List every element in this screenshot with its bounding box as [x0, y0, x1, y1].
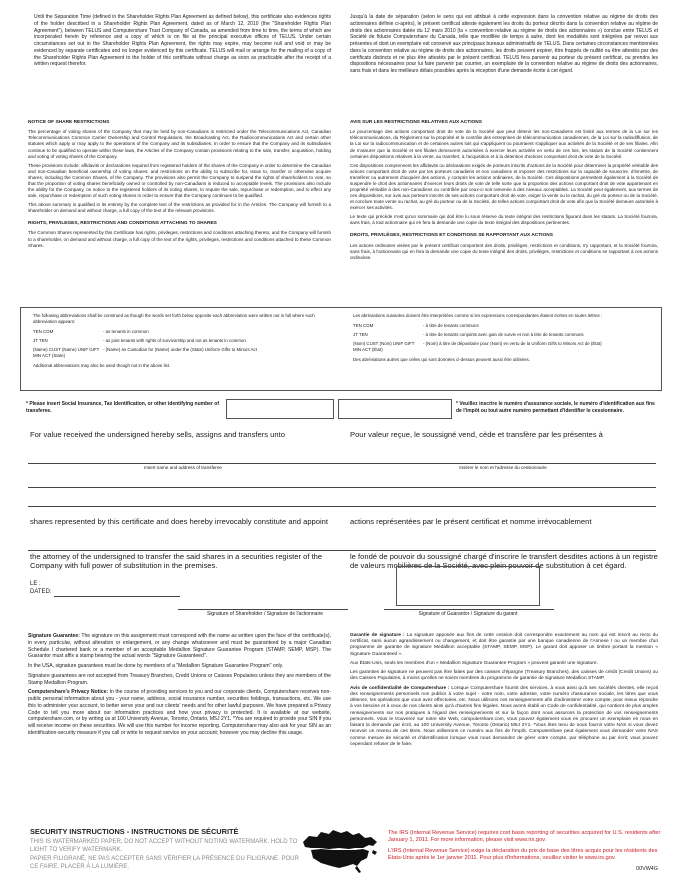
shareholder-signature-caption: Signature of Shareholder / Signature de l'actionnaire [206, 611, 324, 617]
guarantor-signature-line[interactable] [384, 609, 554, 610]
date-line[interactable] [54, 596, 180, 597]
guarantor-stamp-box[interactable] [396, 566, 540, 606]
abbreviations-en [33, 313, 328, 371]
abbrev-item [33, 329, 328, 335]
guarantee-label-fr: Garantie de signature : [350, 633, 405, 638]
abbrev-key: (Nom) CUST (Nom) UNIF GIFT MIN ACT (État) [353, 340, 415, 352]
abbrev-intro-fr: Les abréviations suivantes doivent être interprétées comme si les expressions correspondantes étaient écrites en toutes lettres : [353, 313, 603, 318]
guarantee-fr [350, 633, 658, 751]
abbreviations-box [20, 307, 662, 391]
restrictions-heading-en: NOTICE OF SHARE RESTRICTIONS [28, 120, 110, 125]
rights-heading-en: RIGHTS, PRIVILEGES, RESTRICTIONS AND CONDITIONS ATTACHING TO SHARES [28, 221, 217, 227]
restrictions-p1-en: The percentage of voting shares of the Company that may be held by non-Canadians is restricted under the Telecommunications Act, Canadian Telecommunications Common Carrier Ownership and Control Regulations, the Broadcasting Act, the Radiocommunications Act and certain other statutes which apply or may apply to the operations of the Company and its subsidiaries. In order to ensure that the Company and its subsidiaries continue to be qualified to operate within these laws, the Articles of the Company contain provisions relating to the sale, transfer, acquisition, holding and voting of voting shares of the Company. [28, 129, 331, 159]
restrictions-p3-en: This above summary is qualified in its entirety by the complete text of the restrictions as provided for in the Articles. The Company will furnish to a shareholder on demand and without charge, a full copy of the text of the relevant provisions. [28, 202, 331, 214]
rights-text-fr: Les actions ordinaires visées par le présent certificat comportent des droits, privilèges, restrictions et conditions, s'y rapportant, et la Société fournira, sans frais, à l'actionnaire qui en fera la demande une copie du texte intégral des droits, privilèges, restrictions et conditions se rapportant à ces actions ordinaires. [350, 242, 658, 260]
abbrev-key: JT TEN [353, 331, 368, 337]
guarantee-p1-en: The signature on this assignment must correspond with the name as written upon the face of the certificate(s), in every particular, without alteration or enlargement, or any change whatsoever and must be guaranteed by a major Canadian Schedule I chartered bank or a member of an acceptable Medallion Signature Guarantee Program (STAMP, SEMP, MSP). The Guarantor must affix a stamp bearing the actual words "Signature Guaranteed". [28, 633, 331, 660]
abbrev-key: TEN COM [33, 328, 54, 334]
shares-text-en: shares represented by this certificate and does hereby irrevocably constitute and appoint [30, 517, 329, 526]
guarantor-signature-caption: Signature of Guarantor / Signature du garant [418, 611, 518, 617]
privacy-text-en: In the course of providing services to you and our corporate clients, Computershare receives non-public personal information about you - your name, address, social insurance number, securities holdings, transactions, etc. We use this to administer your account, to better serve your and our clients' needs and for other lawful purposes. We have prepared a Privacy Code to tell you more about our information practices and how your privacy is protected. It is available at our website, computershare.com, or by writing us at 100 University Avenue, Toronto, Ontario, M5J 2Y1. *You are required to provide your SIN if you will receive income on these securities. We will use this number for income reporting. Computershare may also ask for your SIN as an identification-security measure if you call or write to request service on your account; however you may decline this usage. [28, 689, 331, 736]
restrictions-p3-fr: Le texte qui précède n'est qu'un sommaire qui doit être lu sous réserve du texte intégral des restrictions figurant dans les statuts. La Société fournira, sans frais, à tout actionnaire qui en fera la demande une copie du texte intégral des dispositions pertinentes. [350, 214, 658, 226]
sin-input-box-fr[interactable] [338, 399, 452, 419]
guarantee-p1-fr: La signature apposée aux fins de cette cession doit correspondre exactement au nom qui est inscrit au recto du certificat, sans aucun agrandissement ou changement, et doit être garantie par une banque canadienne de l'Annexe I ou un membre d'un programme de garantie de signature Medallion acceptable (STAMP, SEMP, MSP). Le garant doit apposer un timbre portant la mention « Signature Guaranteed ». [350, 633, 658, 657]
abbrev-item [353, 323, 648, 329]
abbreviations-fr [353, 313, 648, 365]
transfer-value-fr: Pour valeur reçue, le soussigné vend, cède et transfère par les présentes à [350, 430, 603, 439]
abbrev-item [353, 332, 648, 338]
abbrev-value: - à titre de tenants conjoints avec gain de survie et non à titre de tenants communs [423, 331, 584, 337]
restrictions-heading-fr: AVIS SUR LES RESTRICTIONS RELATIVES AUX ACTIONS [350, 120, 482, 125]
restrictions-fr [350, 113, 658, 264]
shareholder-signature-line[interactable] [178, 609, 348, 610]
intro-fr: Jusqu'à la date de séparation (selon le sens qui est attribué à cette expression dans la convention relative au régime de droits des actionnaires définie ci-après), le présent certificat atteste également les droits du porteur décrits dans la convention relative au régime de droits des actionnaires datée du 12 mars 2010 (la « convention relative au régime de droits des actionnaires ») conclue entre TELUS et Société de fiducie Computershare du Canada, telle que modifiée de temps à autre, dont les modalités sont intégrées par renvoi aux présentes et dont un exemplaire est conservé aux principaux bureaux administratifs de TELUS. Dans certaines circonstances mentionnées dans la convention relative au régime de droits des actionnaires, les droits peuvent expirer, être frappés de nullité ou être attestés par des certificats distincts et ne plus être attestés par le présent certificat. TELUS fera parvenir au porteur du présent certificat, ou prendra les dispositions nécessaires pour lui faire parvenir par courrier, un exemplaire de la convention relative au régime de droits des actionnaires, sans frais et dans les meilleurs délais possibles après la réception d'une demande écrite à cet égard. [350, 14, 658, 74]
attorney-text-fr: le fondé de pouvoir du soussigné chargé d'inscrire le transfert desdites actions à un registre de valeurs mobilières de la Société, avec plein pouvoir de substitution à cet égard. [350, 552, 658, 571]
abbrev-item [33, 347, 328, 359]
attorney-text-en: the attorney of the undersigned to transfer the said shares in a securities register of the Company with full power of substitution in the premises. [30, 552, 323, 571]
abbrev-key: JT TEN [33, 337, 48, 343]
guarantee-p2-en: In the USA, signature guarantees must be done by members of a "Medallion Signature Guarantee Program" only. [28, 663, 284, 670]
guarantee-p3-en: Signature guarantees are not accepted from Treasury Branches, Credit Unions or Caisses Populaires unless they are members of the Stamp Medallion Program. [28, 672, 331, 686]
guarantee-label-en: Signature Guarantee: [28, 633, 80, 639]
abbrev-value: - (Nom) à titre de dépositaire pour (Nom) en vertu de la Uniform Gifts to Minors Act de (État) [423, 340, 602, 346]
rights-text-en: The Common Shares represented by this Certificate has rights, privileges, restrictions and conditions attaching thereto, and the Company will furnish to a shareholder, on demand and without charge, a full copy of the text of the rights, privileges, restrictions and conditions attached to these Common Shares. [28, 230, 331, 248]
security-instructions [30, 827, 300, 871]
le-label: LE : [30, 581, 41, 587]
abbrev-footer-en: Additional abbreviations may also be used though not in the above list. [33, 362, 171, 368]
security-text-fr: PAPIER FILIGRANÉ, NE PAS ACCEPTER SANS VÉRIFIER LA PRÉSENCE DU FILIGRANE. POUR CE FAIRE, PLACER À LA LUMIÈRE. [30, 856, 299, 870]
form-code: 00VW4G [636, 866, 658, 872]
north-america-map-icon [299, 828, 383, 874]
insert-sin-note-fr: * Veuillez inscrire le numéro d'assurance sociale, le numéro d'identification aux fins de l'impôt ou tout autre numéro permettant d'identifier le cessionnaire. [456, 401, 655, 414]
guarantee-en [28, 633, 331, 740]
abbrev-value: - as tenants in common [103, 328, 149, 334]
privacy-label-en: Computershare's Privacy Notice: [28, 689, 109, 696]
rights-plan-notice-fr [350, 14, 658, 78]
transfer-value-en: For value received the undersigned hereby sells, assigns and transfers unto [30, 430, 285, 439]
dated-label: DATED: [30, 589, 52, 595]
irs-text-fr: L'IRS (Internal Revenue Service) exige la déclaration du prix de base des titres acquis pour les résidents des États-Unis après le 1er janvier 2011. Pour plus d'informations, veuillez visiter le www.irs.gov. [388, 847, 658, 861]
privacy-text-fr: Lorsque Computershare fournit des services, à vous ainsi qu'à ses sociétés clientes, elle reçoit des renseignements personnels non publics à votre sujet - votre nom, votre adresse, votre numéro d'assurance sociale, les titres que vous détenez, les opérations que vous avez effectuées, etc. Nous utilisons ces renseignements afin d'administrer votre compte, pour mieux répondre à vos besoins et à ceux de nos clients ainsi qu'à d'autres fins légales. Nous avons établi un Code de confidentialité, qui contient de plus amples renseignements sur nos pratiques à l'égard des renseignements et sur la façon dont nous assurons la protection de vos renseignements personnels. Vous le trouverez sur notre site Web, computershare.com, vous pouvez également vous en procurer un exemplaire en nous en faisant la demande par écrit, au 100 University Avenue, Toronto (Ontario) M5J 2Y1. *Vous êtes tenu de nous fournir votre NAS si vous devez recevoir un revenu de ces titres. Nous utiliserons ce numéro aux fins de l'impôt. Computershare peut également vous demander votre NAS comme mesure de sécurité et d'identification lorsque vous nous demandez de gérer votre compte, par téléphone ou par écrit; vous pouvez cependant refuser de le faire. [350, 685, 658, 747]
abbrev-intro-en: The following abbreviations shall be construed as though the words set forth below opposite each abbreviation were written out in full where such abbreviation appears: [33, 313, 315, 324]
abbrev-item [353, 341, 648, 353]
security-text-en: THIS IS WATERMARKED PAPER, DO NOT ACCEPT WITHOUT NOTING WATERMARK. HOLD TO LIGHT TO VERIFY WATERMARK. [30, 839, 298, 853]
sin-input-box-en[interactable] [226, 399, 334, 419]
privacy-label-fr: Avis de confidentialité de Computershare : [350, 685, 450, 691]
intro-en: Until the Separation Time (defined in the Shareholder Rights Plan Agreement as defined below), this certificate also evidences rights of the holder described in a Shareholder Rights Plan Agreement, dated as of March 12, 2010 (the "Shareholder Rights Plan Agreement"), between TELUS and Computershare Trust Company of Canada, as amended from time to time, the terms of which are incorporated herein by reference and a copy of which is on file at the principal executive offices of TELUS. Under certain circumstances set out in the Shareholder Rights Plan Agreement, the rights may expire, may become null and void or may be evidenced by separate certificates and no longer evidenced by this certificate. TELUS will mail or arrange for the mailing of a copy of the Shareholder Rights Plan Agreement to the holder of this certificate without charge as soon as practicable after the receipt of a written request therefor. [34, 14, 331, 68]
restrictions-p2-fr: Ces dispositions comprennent les affidavits ou déclarations exigés de porteurs inscrits d'actions de la Société pour déterminer la propriété véritable des actions comportant droit de vote par les porteurs canadiens et non canadiens et imposer des restrictions sur la capacité de souscrire, d'émettre, de transférer ou autrement d'acquérir des actions, y compris les actions ordinaires, de la Société. Ces dispositions permettent également à la Société de suspendre le droit des actionnaires d'exercer leurs droits de vote de telle sorte que la proportion des actions comportant droit de vote appartenant en propriété véritable à des non-Canadiens ou contrôlée par ceux-ci soit ramenée à des niveaux acceptables. La Société peut également, aux termes de ces dispositions, sur avis aux porteurs inscrits de ses actions comportant droit de vote, exiger la vente ou le rachat, du gré du porteur ou de la Société, et conclure toute vente ou rachat, au gré du porteur ou de la Société, de telles actions comportant droit de vote afin que la Société demeure autorisée à exercer ses activités. [350, 162, 658, 211]
rights-heading-fr: DROITS, PRIVILÈGES, RESTRICTIONS ET CONDITIONS SE RAPPORTANT AUX ACTIONS [350, 233, 553, 239]
irs-notice [388, 830, 663, 862]
shares-text-fr: actions représentées par le présent certificat et nomme irrévocablement [350, 517, 592, 526]
transferee-line-2[interactable] [28, 487, 656, 488]
restrictions-en [28, 113, 331, 252]
abbrev-key: (Name) CUST (Name) UNIF GIFT MIN ACT (State) [33, 346, 100, 358]
security-heading: SECURITY INSTRUCTIONS - INSTRUCTIONS DE SÉCURITÉ [30, 827, 239, 836]
restrictions-p1-fr: Le pourcentage des actions comportant droit de vote de la Société que peut détenir les non-Canadiens est limité aux termes de la Loi sur les télécommunications, du Règlement sur la propriété et le contrôle des entreprises de télécommunication canadiennes, de la Loi sur la radiodiffusion, de la Loi sur la radiocommunication et de certaines autres lois qui s'appliquent ou pourraient s'appliquer aux activités de la Société et de ses filiales. Afin de s'assurer que la Société et ses filiales demeurent autorisées à exercer leurs activités en vertu de ces lois, les statuts de la Société contiennent certaines dispositions relatives à la vente, au transfert, à l'acquisition et à la détention d'actions comportant droit de vote de la Société. [350, 129, 658, 159]
abbrev-item [33, 338, 328, 344]
guarantee-p3-fr: Les garanties de signature ne peuvent pas être faites par des caisses d'épargne (Treasury Branches), des caisses de crédit (Credit Unions) ou des Caisses Populaires, à moins qu'elles ne soient membres du programme de garantie de signature Medallion STAMP. [350, 670, 658, 682]
restrictions-p2-en: These provisions include: affidavits or declarations required from registered holders of the shares of the Company in order to determine the Canadian and non-Canadian beneficial ownership of voting shares; and restrictions on the ability to subscribe for, issue to, transfer or otherwise acquire shares, including the Common Shares, of the Company. The provisions also permit the Company to suspend the rights of shareholders to vote, so that the proportion of voting shares beneficially owned or controlled by non-Canadians is reduced to acceptable levels. The provisions also include the ability for the Company, on notice to the registered holders of its voting shares, to require the sale, repurchase or redemption, and to effect any sale, repurchase or redemption of such voting shares in order to ensure that the Company continues to be qualified. [28, 162, 332, 198]
insert-sin-note-en: * Please insert Social Insurance, Tax Identification, or other identifying number of transferee. [26, 401, 220, 414]
transferee-caption-en: Insert name and address of transferee [144, 465, 222, 470]
abbrev-value: - à titre de tenants communs [423, 322, 479, 328]
shares-line[interactable] [28, 506, 656, 507]
abbrev-key: TEN COM [353, 322, 374, 328]
attorney-line[interactable] [28, 550, 656, 551]
guarantee-p2-fr: Aux États-Unis, seuls les membres d'un « Medallion Signature Guarantee Program » peuvent garantir une signature. [350, 660, 598, 666]
irs-text-en: The IRS (Internal Revenue Service) requires cost basis reporting of securities acquired for U.S. residents after January 1, 2011. For more information, please visit www.irs.gov. [388, 830, 661, 844]
rights-plan-notice-en [28, 14, 331, 71]
abbrev-value: - (Name) as Custodian for (Name) under the (State) Uniform Gifts to Minors Act [103, 346, 257, 352]
abbrev-value: - as joint tenants with rights of survivorship and not as tenants in common [103, 337, 246, 343]
transferee-line-1[interactable] [28, 463, 656, 464]
transferee-caption-fr: Insérer le nom et l'adresse du cessionnaire [459, 465, 547, 470]
abbrev-footer-fr: Des abréviations autres que celles qui sont données ci-dessus peuvent aussi être utilisées. [353, 356, 530, 362]
